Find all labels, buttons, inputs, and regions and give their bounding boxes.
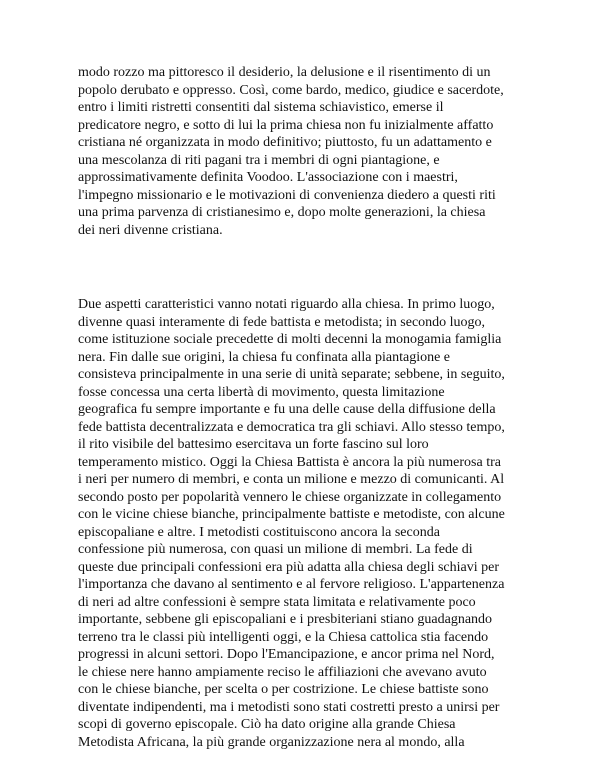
paragraph-1 [78, 64, 538, 239]
text-line: terreno tra le classi più intelligenti oggi, e la Chiesa cattolica stia facendo [78, 629, 489, 645]
text-line: diventate indipendenti, ma i metodisti sono stati costretti presto a unirsi per [78, 699, 500, 715]
text-line: una prima parvenza di cristianesimo e, dopo molte generazioni, la chiesa [78, 205, 486, 220]
text-line: i neri per numero di membri, e conta un milione e mezzo di comunicanti. Al [78, 472, 505, 487]
text-line: nera. Fin dalle sue origini, la chiesa fu confinata alla piantagione e [78, 349, 451, 365]
text-line: Due aspetti caratteristici vanno notati riguardo alla chiesa. In primo luogo, [78, 297, 495, 312]
text-line: di neri ad altre confessioni è sempre stata limitata e relativamente poco [78, 594, 476, 610]
text-line: con le chiese bianche, per scelta o per costrizione. Le chiese battiste sono [78, 682, 489, 697]
text-line: secondo posto per popolarità vennero le chiese organizzate in collegamento [78, 489, 502, 505]
text-line: geografica fu sempre importante e fu una delle cause della diffusione della [78, 402, 496, 417]
text-line: come istituzione sociale precedette di molti decenni la monogamia famiglia [78, 332, 502, 347]
text-line: episcopaliane e altre. I metodisti costituiscono ancora la seconda [78, 524, 440, 540]
text-line: l'impegno missionario e le motivazioni di convenienza diedero a questi riti [78, 187, 496, 203]
text-line: fede battista decentralizzata e democratica tra gli schiavi. Allo stesso tempo, [78, 419, 505, 435]
text-line: divenne quasi interamente di fede battista e metodista; in secondo luogo, [78, 314, 486, 330]
text-line: progressi in alcuni settori. Dopo l'Emancipazione, e ancor prima nel Nord, [78, 647, 495, 662]
text-line: predicatore negro, e sotto di lui la prima chiesa non fu inizialmente affatto [78, 117, 494, 133]
text-line: cristiana né organizzata in modo definitivo; piuttosto, fu un adattamento e [78, 135, 492, 150]
text-line: approssimativamente definita Voodoo. L'associazione con i maestri, [78, 170, 458, 185]
text-line: Metodista Africana, la più grande organizzazione nera al mondo, alla [78, 734, 465, 750]
text-line: confessione più numerosa, con quasi un milione di membri. La fede di [78, 542, 473, 557]
text-line: l'importanza che davano al sentimento e al fervore religioso. L'appartenenza [78, 577, 505, 592]
text-line: le chiese nere hanno ampiamente reciso le affiliazioni che avevano avuto [78, 664, 487, 680]
text-line: con le vicine chiese bianche, principalmente battiste e metodiste, con alcune [78, 507, 505, 522]
text-line: queste due principali confessioni era più adatta alla chiesa degli schiavi per [78, 559, 500, 575]
text-line: fosse concessa una certa libertà di movimento, questa limitazione [78, 384, 445, 400]
text-line: importante, sebbene gli episcopaliani e i presbiteriani stiano guadagnando [78, 612, 493, 627]
text-line: popolo derubato e oppresso. Così, come bardo, medico, giudice e sacerdote, [78, 82, 504, 98]
text-line: scopi di governo episcopale. Ciò ha dato origine alla grande Chiesa [78, 717, 456, 732]
text-line: il rito visibile del battesimo esercitava un forte fascino sul loro [78, 437, 429, 452]
text-line: una mescolanza di riti pagani tra i membri di ogni piantagione, e [78, 152, 440, 168]
text-line: dei neri divenne cristiana. [78, 222, 223, 238]
text-line: consisteva principalmente in una serie di unità separate; sebbene, in seguito, [78, 367, 505, 382]
text-line: modo rozzo ma pittoresco il desiderio, la delusione e il risentimento di un [78, 65, 491, 80]
paragraph-2 [78, 296, 538, 751]
text-line: temperamento mistico. Oggi la Chiesa Battista è ancora la più numerosa tra [78, 454, 501, 470]
text-line: entro i limiti ristretti consentiti dal sistema schiavistico, emerse il [78, 100, 444, 115]
